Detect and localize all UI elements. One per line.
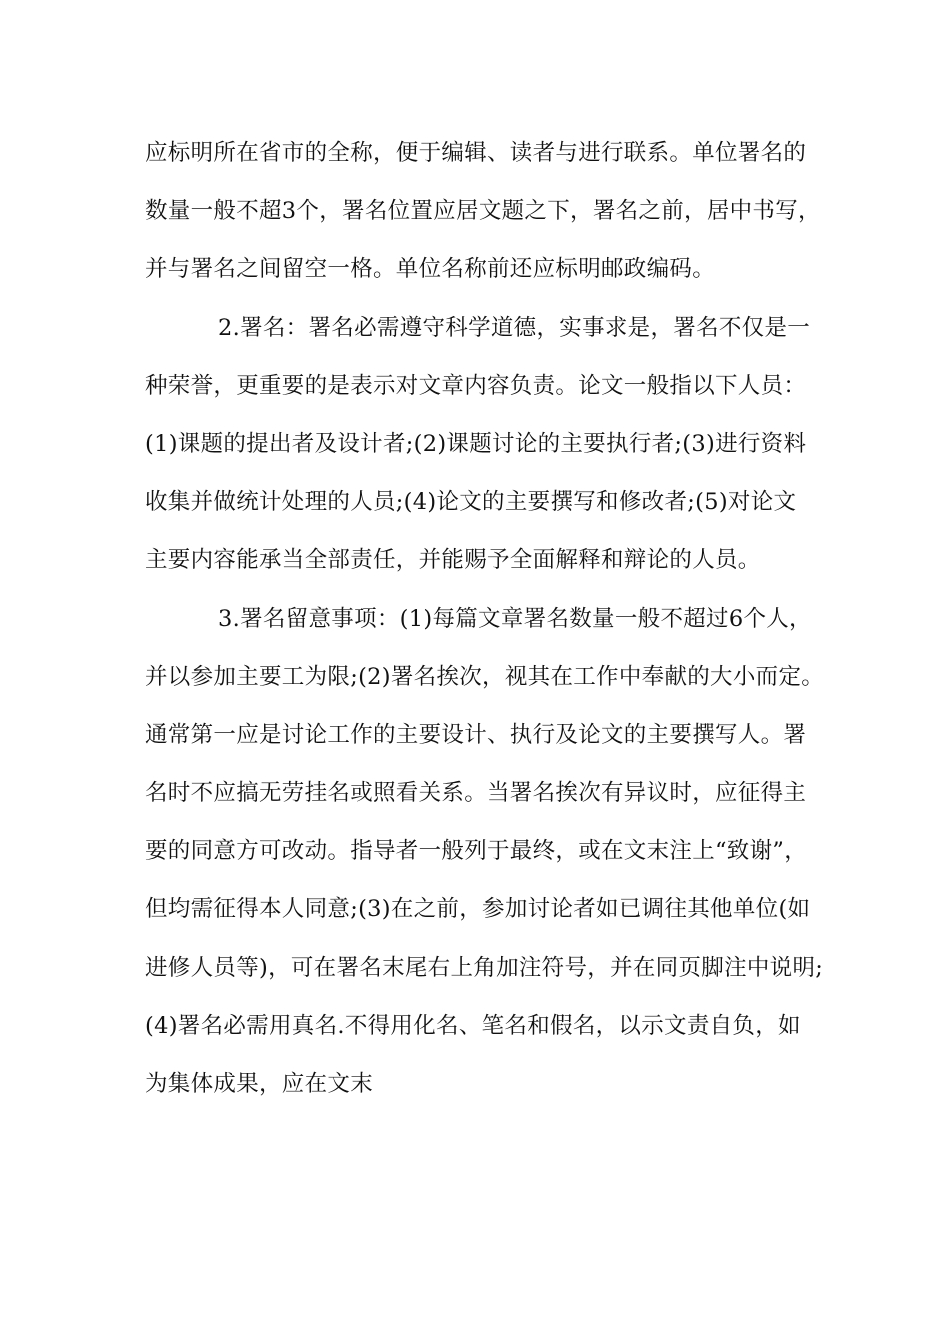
text-line: 并与署名之间留空一格。单位名称前还应标明邮政编码。 (145, 256, 716, 283)
text-line: 3.署名留意事项：(1)每篇文章署名数量一般不超过6个人， (218, 605, 812, 632)
text-line: 要的同意方可改动。指导者一般列于最终，或在文末注上“致谢”， (145, 838, 808, 865)
text-line: 通常第一应是讨论工作的主要设计、执行及论文的主要撰写人。署 (145, 721, 807, 748)
text-line: 收集并做统计处理的人员;(4)论文的主要撰写和修改者;(5)对论文 (145, 489, 797, 516)
text-line: 数量一般不超3个，署名位置应居文题之下，署名之前，居中书写， (145, 198, 821, 225)
text-line: 主要内容能承当全部责任，并能赐予全面解释和辩论的人员。 (145, 547, 761, 574)
paragraph-signature (145, 305, 825, 596)
paragraph-affiliation (145, 130, 825, 305)
text-line: 种荣誉，更重要的是表示对文章内容负责。论文一般指以下人员： (145, 372, 807, 399)
text-line: (4)署名必需用真名.不得用化名、笔名和假名，以示文责自负，如 (145, 1012, 801, 1039)
text-line: 并以参加主要工为限;(2)署名挨次，视其在工作中奉献的大小而定。 (145, 663, 825, 690)
text-line: 应标明所在省市的全称，便于编辑、读者与进行联系。单位署名的 (145, 140, 807, 166)
text-line: 但均需征得本人同意;(3)在之前，参加讨论者如已调往其他单位(如 (145, 896, 811, 923)
paragraph-notes (145, 596, 825, 1120)
text-line: 为集体成果，应在文末 (145, 1071, 374, 1097)
text-line: (1)课题的提出者及设计者;(2)课题讨论的主要执行者;(3)进行资料 (145, 430, 807, 457)
document-body (145, 130, 825, 1119)
text-line: 2.署名：署名必需遵守科学道德，实事求是，署名不仅是一 (218, 314, 811, 341)
text-line: 进修人员等)，可在署名末尾右上角加注符号，并在同页脚注中说明; (145, 954, 824, 981)
text-line: 名时不应搞无劳挂名或照看关系。当署名挨次有异议时，应征得主 (145, 780, 807, 807)
